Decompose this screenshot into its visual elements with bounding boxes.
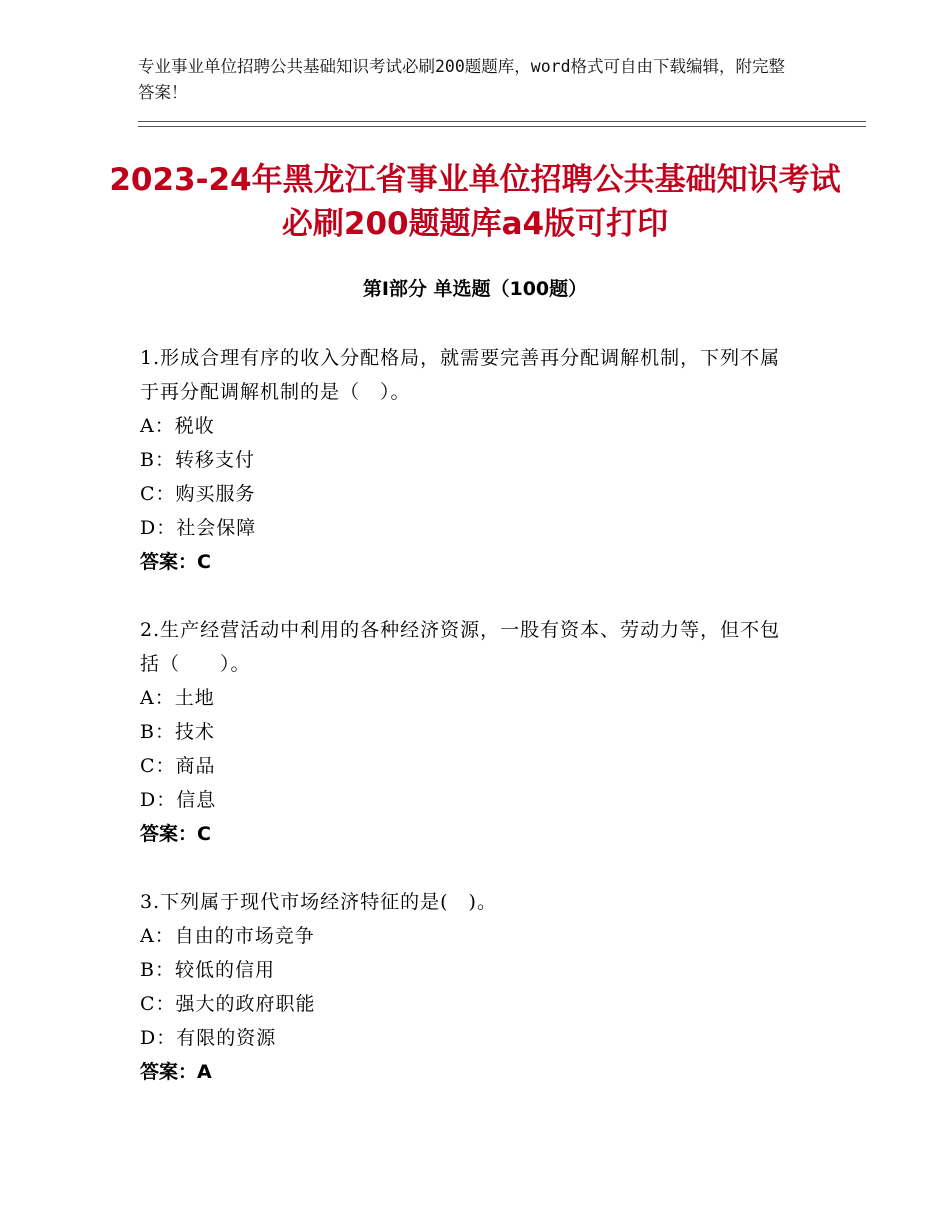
question-1 — [140, 341, 800, 579]
option-d: D：有限的资源 — [140, 1027, 277, 1049]
question-2 — [140, 613, 800, 851]
question-list — [140, 341, 800, 1123]
answer: 答案：C — [140, 551, 211, 573]
question-stem: 1.形成合理有序的收入分配格局，就需要完善再分配调解机制，下列不属于再分配调解机制的是（ ）。 — [140, 347, 781, 403]
option-b: B：较低的信用 — [140, 959, 275, 981]
option-b: B：技术 — [140, 721, 215, 743]
question-3 — [140, 885, 800, 1089]
section-heading: 第Ⅰ部分 单选题（100题） — [362, 278, 588, 300]
option-d: D：信息 — [140, 789, 217, 811]
option-d: D：社会保障 — [140, 517, 257, 539]
option-a: A：税收 — [140, 415, 215, 437]
option-a: A：自由的市场竞争 — [140, 925, 315, 947]
document-title: 2023-24年黑龙江省事业单位招聘公共基础知识考试必刷200题题库a4版可打印 — [109, 162, 841, 242]
question-stem: 3.下列属于现代市场经济特征的是( )。 — [140, 891, 497, 913]
option-a: A：土地 — [140, 687, 215, 709]
option-c: C：商品 — [140, 755, 216, 777]
header-note: 专业事业单位招聘公共基础知识考试必刷200题题库，word格式可自由下载编辑，附完整答案！ — [138, 57, 786, 102]
option-c: C：购买服务 — [140, 483, 256, 505]
answer: 答案：A — [140, 1061, 212, 1083]
question-stem: 2.生产经营活动中利用的各种经济资源，一股有资本、劳动力等，但不包括（ ）。 — [140, 619, 781, 675]
answer: 答案：C — [140, 823, 211, 845]
header-divider — [138, 121, 866, 127]
option-c: C：强大的政府职能 — [140, 993, 316, 1015]
option-b: B：转移支付 — [140, 449, 255, 471]
